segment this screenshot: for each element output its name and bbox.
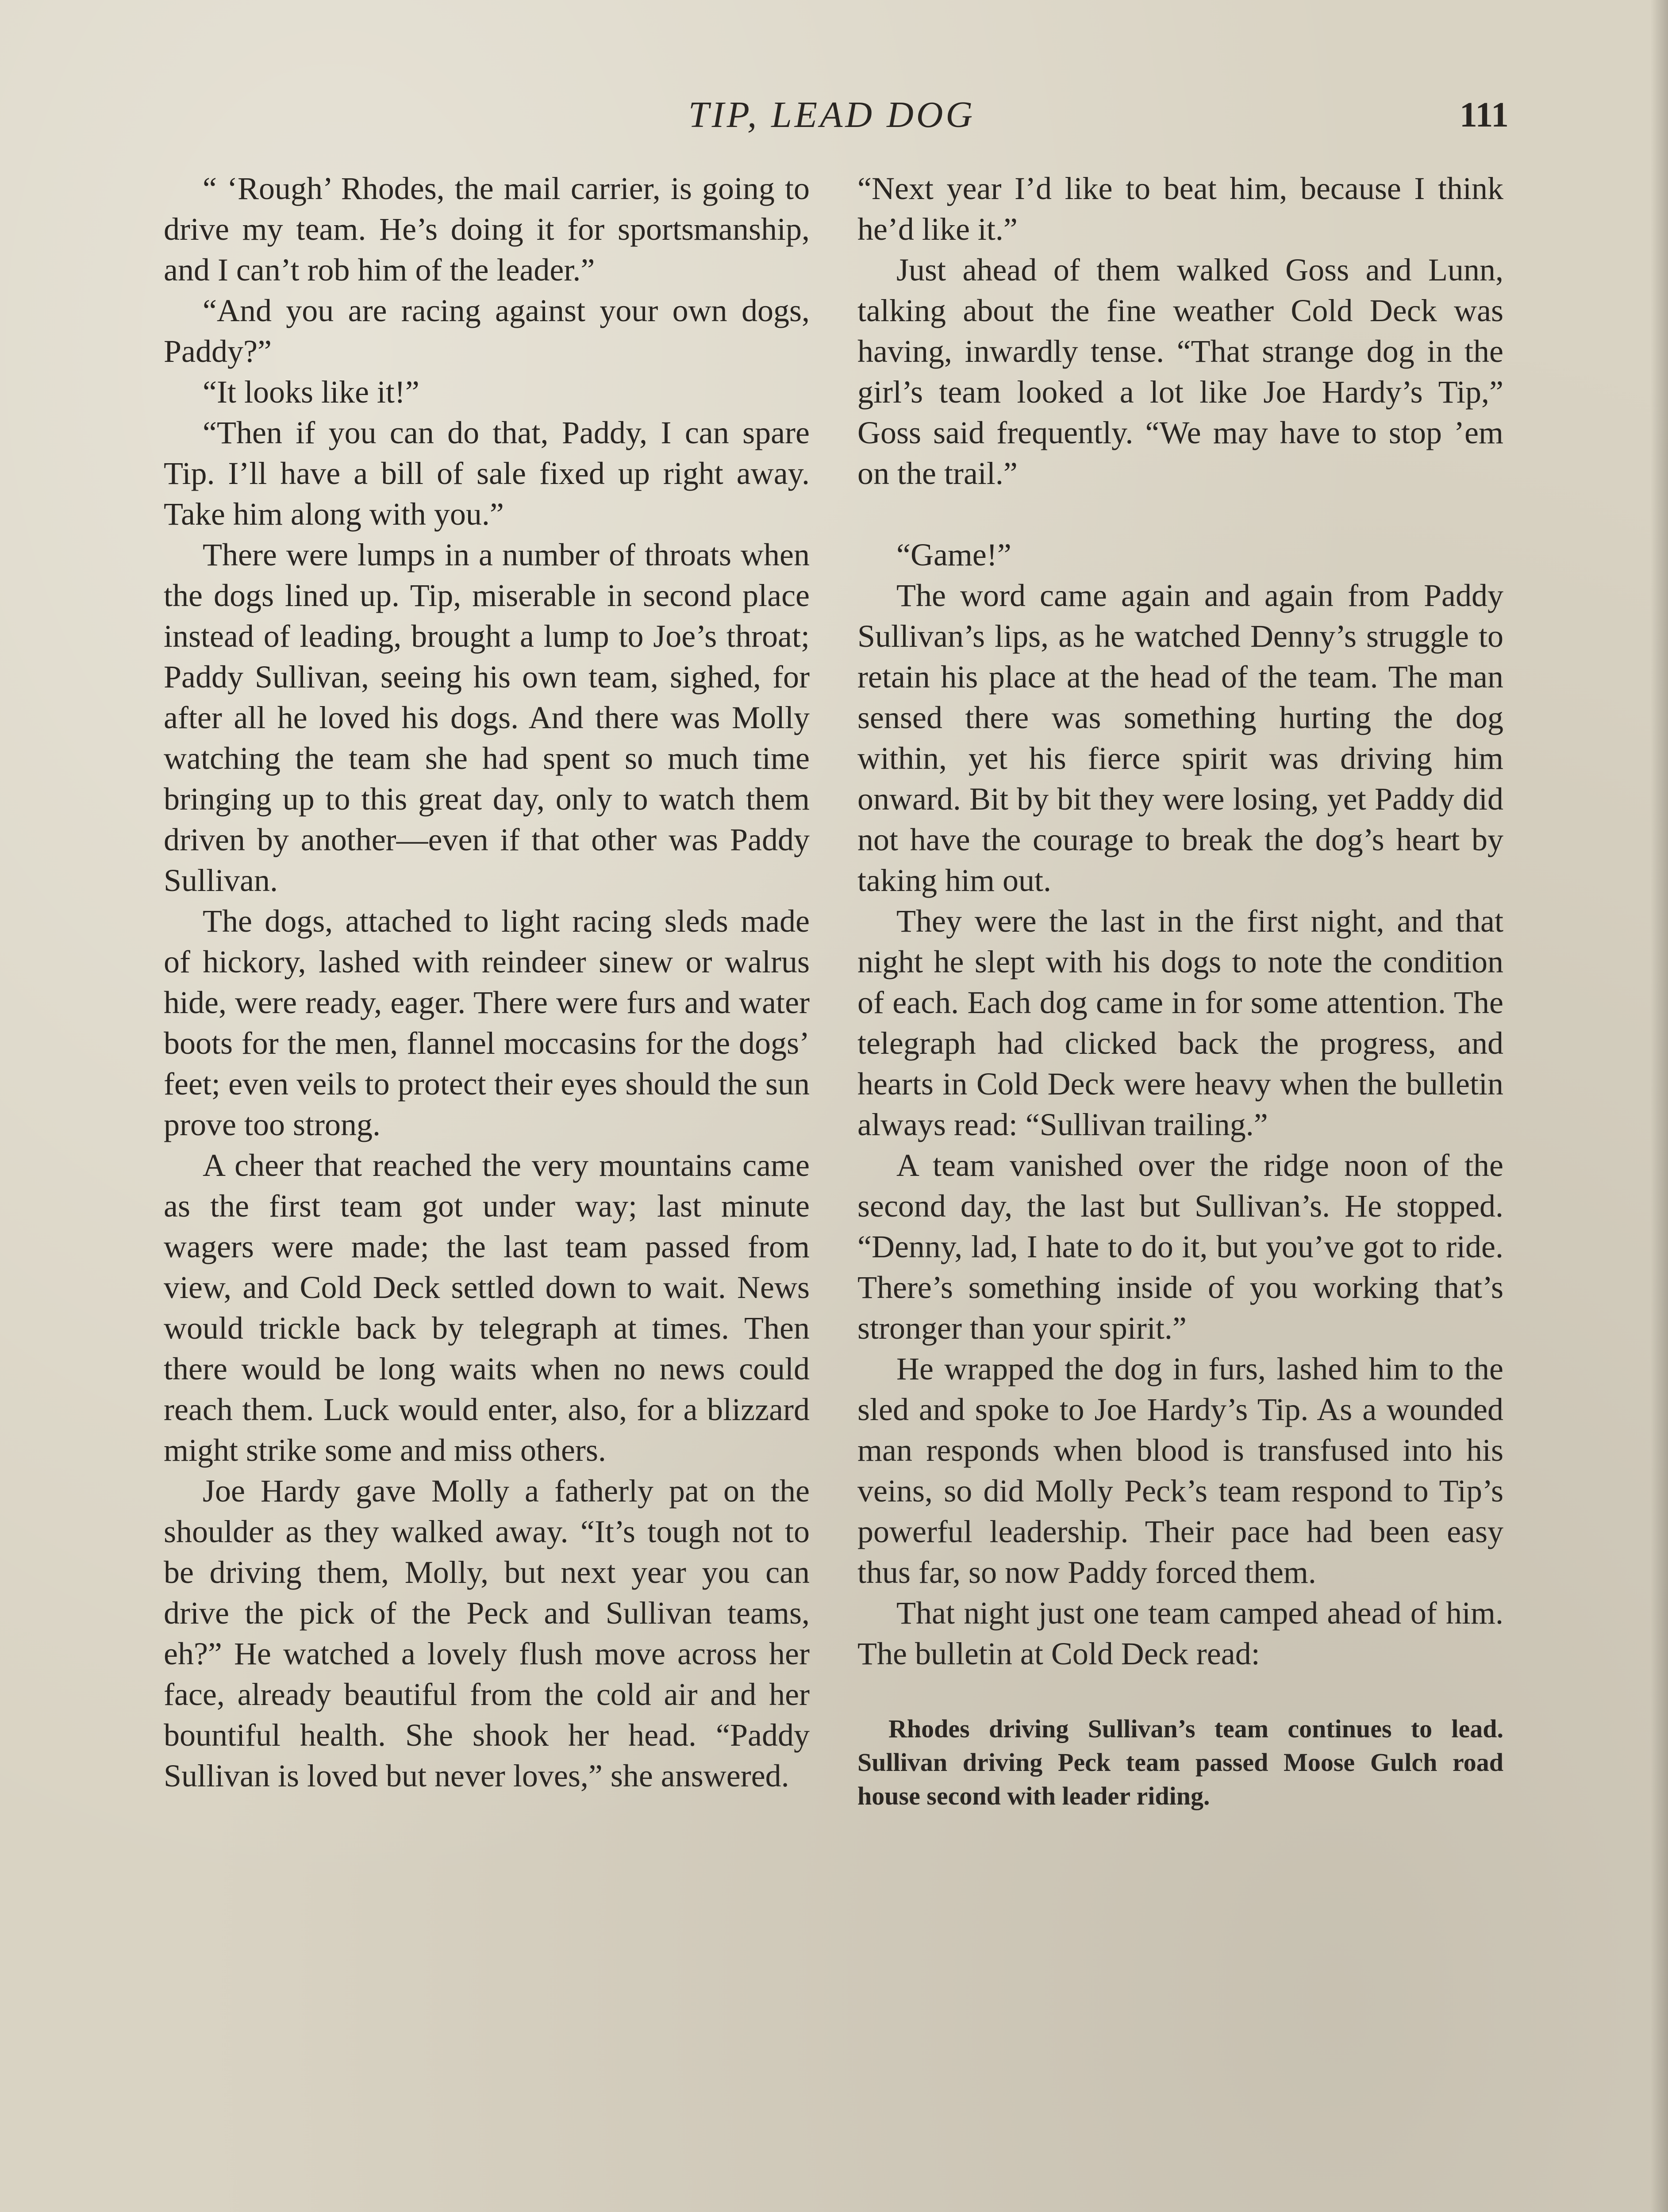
section-opening-line: “Game!” (896, 537, 1011, 572)
running-header (0, 88, 1668, 142)
paragraph: Joe Hardy gave Molly a fatherly pat on the shoulder as they walked away. “It’s tough not to be driving them, Molly, but next year you can drive the pick of the Peck and Sullivan teams, eh?” He watched a lovely flush move across her face, already beautiful from the cold air and her bountiful health. She shook her head. “Paddy Sullivan is loved but never loves,” she answered. (164, 1473, 810, 1793)
paragraph: “It looks like it!” (203, 374, 419, 410)
paragraph: “ ‘Rough’ Rhodes, the mail carrier, is going to drive my team. He’s doing it for sportsmanship, and I can’t rob him of the leader.” (164, 171, 810, 288)
paragraph: A team vanished over the ridge noon of the second day, the last but Sullivan’s. He stopped. “Denny, lad, I hate to do it, but you’ve got to ride. There’s something inside of you working that’s stronger than your spirit.” (857, 1148, 1503, 1346)
paragraph: There were lumps in a number of throats when the dogs lined up. Tip, miserable in second place instead of leading, brought a lump to Joe’s throat; Paddy Sullivan, seeing his own team, sighed, for after all he loved his dogs. And there was Molly watching the team she had spent so much time bringing up to this great day, only to watch them driven by another—even if that other was Paddy Sullivan. (164, 537, 810, 898)
paragraph: The word came again and again from Paddy Sullivan’s lips, as he watched Denny’s struggle to retain his place at the head of the team. The man sensed there was something hurting the dog within, yet his fierce spirit was driving him onward. Bit by bit they were losing, yet Paddy did not have the courage to break the dog’s heart by taking him out. (857, 578, 1503, 898)
right-column (857, 168, 1503, 1813)
page-number: 111 (1459, 96, 1509, 134)
paragraph: That night just one team camped ahead of him. The bulletin at Cold Deck read: (857, 1595, 1503, 1671)
paragraph: “And you are racing against your own dogs, Paddy?” (164, 293, 810, 369)
running-title: TIP, LEAD DOG (688, 94, 976, 135)
page-edge-shadow (1650, 0, 1668, 2212)
paragraph: He wrapped the dog in furs, lashed him to the sled and spoke to Joe Hardy’s Tip. As a wounded man responds when blood is transfused into his veins, so did Molly Peck’s team respond to Tip’s powerful leadership. Their pace had been easy thus far, so now Paddy forced them. (857, 1351, 1503, 1590)
left-column (164, 168, 810, 1796)
paragraph: They were the last in the first night, and that night he slept with his dogs to note the condition of each. Each dog came in for some attention. The telegraph had clicked back the progress, and hearts in Cold Deck were heavy when the bulletin always read: “Sullivan trailing.” (857, 903, 1503, 1142)
continued-paragraph: “Next year I’d like to beat him, because I think he’d like it.” (857, 171, 1503, 247)
paragraph: A cheer that reached the very mountains came as the first team got under way; last minute wagers were made; the last team passed from view, and Cold Deck settled down to wait. News would trickle back by telegraph at times. Then there would be long waits when no news could reach them. Luck would enter, also, for a blizzard might strike some and miss others. (164, 1148, 810, 1468)
paragraph: Just ahead of them walked Goss and Lunn, talking about the fine weather Cold Deck was having, inwardly tense. “That strange dog in the girl’s team looked a lot like Joe Hardy’s Tip,” Goss said frequently. “We may have to stop ’em on the trail.” (857, 252, 1503, 491)
paragraph: The dogs, attached to light racing sleds made of hickory, lashed with reindeer sinew or walrus hide, were ready, eager. There were furs and water boots for the men, flannel moccasins for the dogs’ feet; even veils to protect their eyes should the sun prove too strong. (164, 903, 810, 1142)
bulletin-text: Rhodes driving Sullivan’s team continues to lead. Sullivan driving Peck team passed Moose Gulch road house second with leader riding. (857, 1714, 1503, 1810)
paragraph: “Then if you can do that, Paddy, I can spare Tip. I’ll have a bill of sale fixed up right away. Take him along with you.” (164, 415, 810, 532)
